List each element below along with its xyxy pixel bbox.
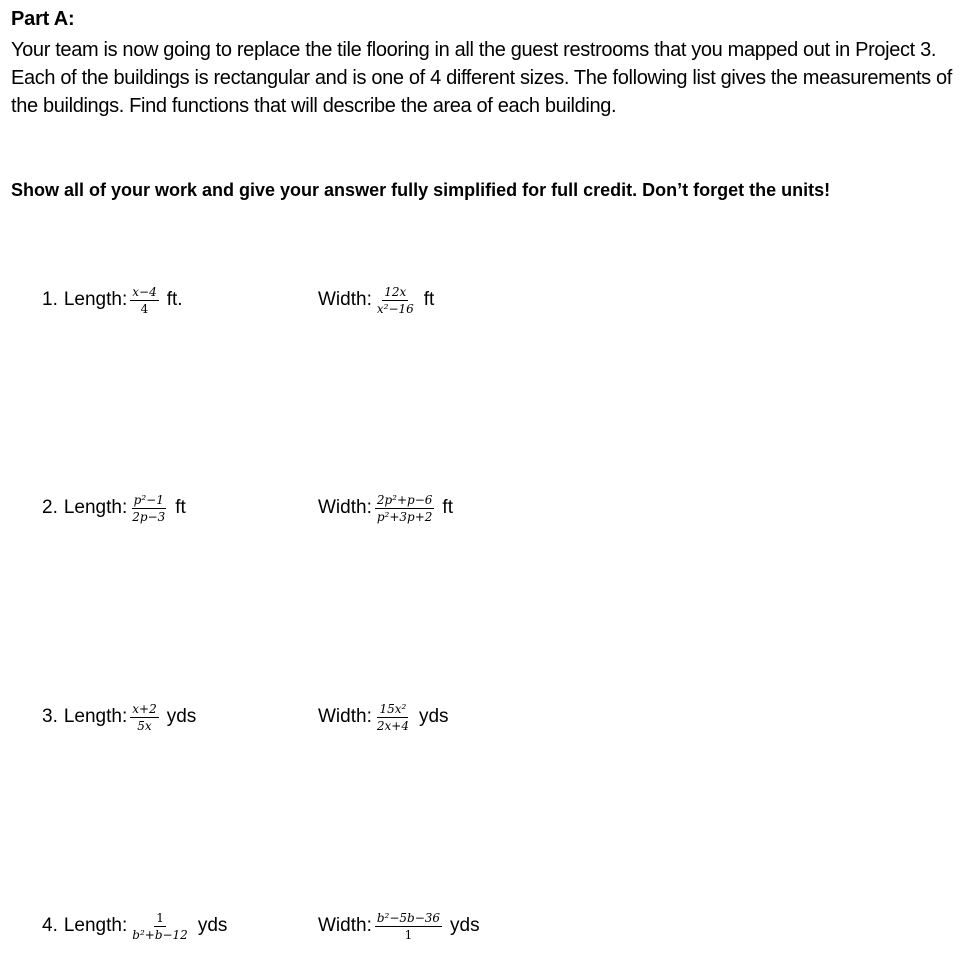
problem-number: 1. [42,289,58,310]
fraction-numerator: p²−1 [133,492,164,507]
length-fraction [130,285,158,316]
length-unit: yds [166,706,197,727]
length-unit: ft [175,497,186,518]
problem-1 [42,270,942,330]
fraction-numerator: 2p²+p−6 [376,492,433,507]
width-fraction [375,702,411,733]
length-item [42,687,196,747]
problem-2 [42,478,942,538]
problem-number: 2. [42,497,58,518]
fraction-denominator: b²+b−12 [132,927,188,942]
length-fraction [130,702,158,733]
width-label: Width: [318,289,372,310]
fraction-numerator: x−4 [132,284,157,299]
problem-number: 4. [42,915,58,936]
fraction-denominator: 4 [140,301,149,316]
fraction-numerator: b²−5b−36 [376,910,441,925]
width-item [318,687,449,747]
length-item [42,270,183,330]
width-unit: yds [418,706,449,727]
fraction-denominator: 5x [137,718,152,733]
length-label: Length: [63,915,128,936]
problem-number: 3. [42,706,58,727]
width-fraction [375,285,416,316]
length-fraction [130,911,190,942]
width-fraction [375,493,435,524]
width-label: Width: [318,915,372,936]
length-unit: ft. [166,289,183,310]
width-item [318,478,453,538]
length-label: Length: [63,497,128,518]
width-item [318,896,480,956]
length-item [42,896,227,956]
width-label: Width: [318,497,372,518]
fraction-numerator: 12x [384,284,407,299]
length-unit: yds [197,915,228,936]
width-unit: ft [442,497,453,518]
part-heading: Part A: [11,8,75,30]
width-unit: ft [423,289,435,310]
fraction-numerator: 15x² [379,701,407,716]
length-label: Length: [63,289,128,310]
problem-3 [42,687,942,747]
width-unit: yds [450,915,480,936]
fraction-denominator: x²−16 [376,301,414,316]
problem-4 [42,896,942,956]
fraction-denominator: p²+3p+2 [376,509,433,524]
fraction-denominator: 1 [404,927,413,942]
length-item [42,478,186,538]
width-fraction [375,911,442,942]
length-label: Length: [63,706,128,727]
length-fraction [130,493,167,524]
fraction-numerator: 1 [156,910,164,925]
intro-paragraph: Your team is now going to replace the tile flooring in all the guest restrooms that you mapped out in Project 3. Each of the buildings is rectangular and is one of 4 different sizes. The following list gives the measurements of the buildings. Find functions that will describe the area of each building. [11,39,953,117]
fraction-numerator: x+2 [132,701,157,716]
fraction-denominator: 2x+4 [376,718,409,733]
width-label: Width: [318,706,372,727]
width-item [318,270,434,330]
fraction-denominator: 2p−3 [132,509,166,524]
instruction-text: Show all of your work and give your answer fully simplified for full credit. Don’t forget the units! [11,180,831,200]
